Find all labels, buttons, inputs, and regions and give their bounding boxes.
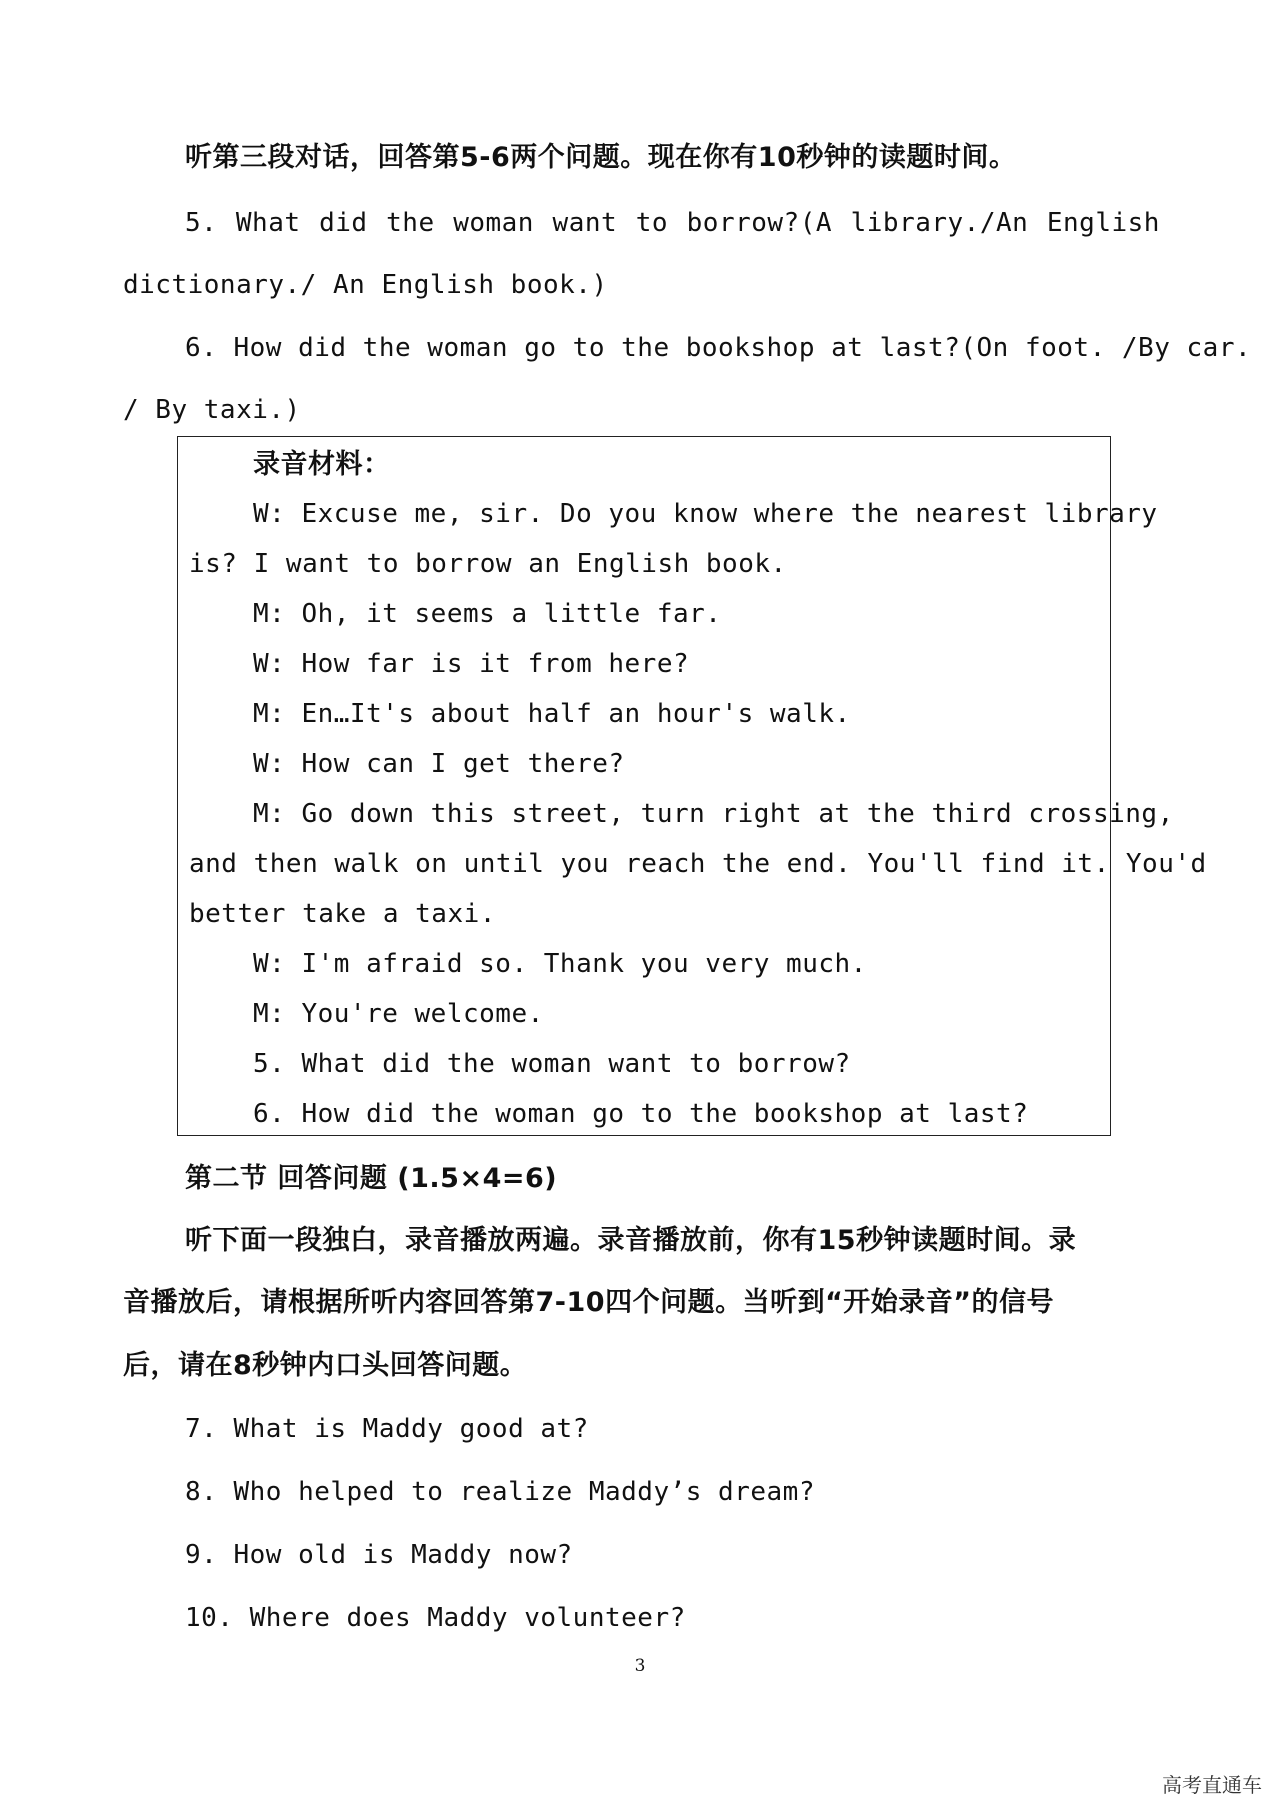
question-9: 9. How old is Maddy now? [185, 1540, 573, 1570]
transcript-line: and then walk on until you reach the end. You'll find it. You'd [189, 849, 1207, 879]
transcript-line: M: Oh, it seems a little far. [253, 599, 722, 629]
question-6-line1: 6. How did the woman go to the bookshop at last?(On foot. /By car. [185, 333, 1252, 363]
question-6-line2: / By taxi.) [123, 395, 301, 425]
question-8: 8. Who helped to realize Maddy’s dream? [185, 1477, 815, 1507]
transcript-box [177, 436, 1207, 1136]
transcript-line: M: Go down this street, turn right at the third crossing, [253, 799, 1174, 829]
q5-word: woman [453, 208, 534, 238]
transcript-line: W: Excuse me, sir. Do you know where the nearest library [253, 499, 1158, 529]
section-intro-instruction: 听第三段对话，回答第5-6两个问题。现在你有10秒钟的读题时间。 [185, 142, 1017, 173]
q5-word: borrow?(A [686, 208, 833, 238]
transcript-line: W: How can I get there? [253, 749, 625, 779]
watermark: 高考直通车 [1162, 1773, 1262, 1797]
transcript-line: M: En…It's about half an hour's walk. [253, 699, 851, 729]
section2-instruction-line: 音播放后，请根据所听内容回答第7-10四个问题。当听到“开始录音”的信号 [123, 1287, 1055, 1318]
page-number: 3 [634, 1656, 646, 1676]
q5-word: did [319, 208, 368, 238]
transcript-line: 6. How did the woman go to the bookshop at last? [253, 1099, 1029, 1129]
q5-word: English [1046, 208, 1160, 238]
q5-word: library./An [850, 208, 1029, 238]
q5-word: What [235, 208, 301, 238]
question-7: 7. What is Maddy good at? [185, 1414, 589, 1444]
q5-word: the [386, 208, 435, 238]
transcript-line: 5. What did the woman want to borrow? [253, 1049, 851, 1079]
q5-word: to [635, 208, 669, 238]
transcript-line: W: How far is it from here? [253, 649, 690, 679]
transcript-line: W: I'm afraid so. Thank you very much. [253, 949, 867, 979]
section2-instruction-line: 听下面一段独白，录音播放两遍。录音播放前，你有15秒钟读题时间。录 [185, 1225, 1077, 1256]
q5-word: 5. [185, 208, 218, 238]
transcript-title: 录音材料： [253, 449, 391, 480]
section2-instruction-line: 后，请在8秒钟内口头回答问题。 [123, 1350, 528, 1381]
question-10: 10. Where does Maddy volunteer? [185, 1603, 686, 1633]
q5-word: want [552, 208, 618, 238]
transcript-line: M: You're welcome. [253, 999, 544, 1029]
transcript-line: is? I want to borrow an English book. [189, 549, 787, 579]
section2-heading: 第二节 回答问题 (1.5×4=6) [185, 1163, 558, 1194]
question-5-line2: dictionary./ An English book.) [123, 270, 608, 300]
transcript-line: better take a taxi. [189, 899, 496, 929]
question-5-line1 [185, 208, 1160, 239]
